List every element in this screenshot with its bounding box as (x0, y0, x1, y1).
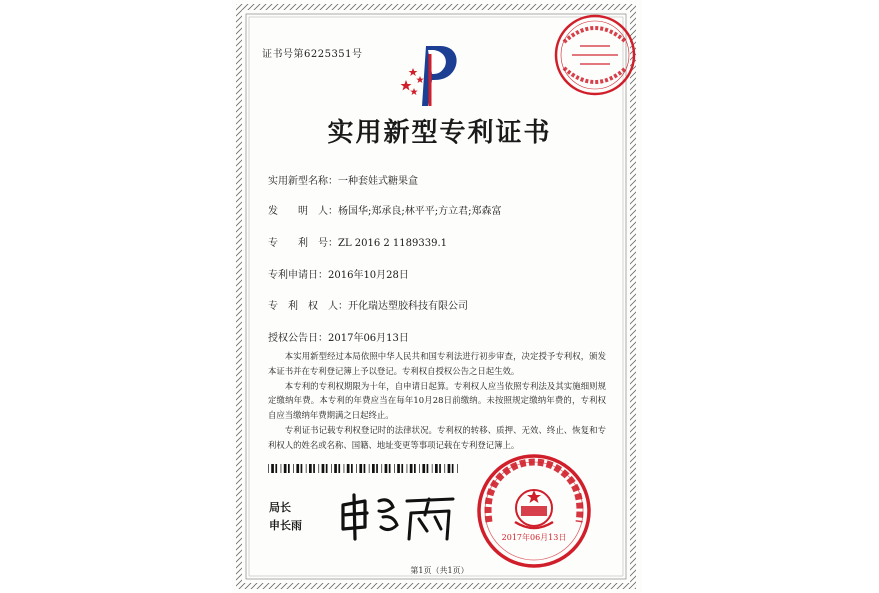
field-patentee (268, 297, 468, 312)
field-value: 2017年06月13日 (328, 333, 409, 344)
national-ip-office-seal-icon (475, 452, 593, 570)
paragraph-legal-status: 专利证书记载专利权登记时的法律状况。专利权的转移、质押、无效、终止、恢复和专利权人的姓名或名称、国籍、地址变更等事项记载在专利登记簿上。 (268, 424, 606, 450)
seal-date: 2017年06月13日 (501, 533, 567, 542)
field-value: ZL 2016 2 1189339.1 (338, 238, 448, 249)
field-label: 授权公告日： (268, 333, 328, 344)
certificate-body (268, 349, 606, 453)
page-indicator: 第1页（共1页） (410, 566, 469, 575)
patent-office-logo-icon (398, 40, 464, 112)
field-label: 专利申请日： (268, 270, 328, 281)
field-grant-date (268, 329, 409, 344)
barcode-icon (268, 464, 458, 473)
director-title: 局长 (269, 501, 291, 514)
paragraph-grant: 本实用新型经过本局依照中华人民共和国专利法进行初步审查，决定授予专利权，颁发本证书并在专利登记簿上予以登记。专利权自授权公告之日起生效。 (268, 351, 606, 376)
director-signature-icon (335, 487, 460, 547)
field-label: 专 利 号： (268, 238, 338, 249)
field-utility-model-name (268, 172, 418, 187)
field-value: 杨国华;郑承良;林平平;方立君;郑森富 (338, 206, 502, 217)
field-label: 实用新型名称： (268, 176, 338, 187)
certificate-number: 证书号第6225351号 (262, 49, 363, 60)
field-patent-number (268, 234, 447, 249)
field-inventors (268, 202, 501, 217)
field-value: 开化瑞达塑胶科技有限公司 (348, 301, 468, 312)
field-label: 专 利 权 人： (268, 301, 348, 312)
field-value: 一种套娃式糖果盒 (338, 176, 418, 187)
field-value: 2016年10月28日 (328, 270, 409, 281)
certificate-title: 实用新型专利证书 (327, 118, 552, 148)
paragraph-term: 本专利的专利权期限为十年，自申请日起算。专利权人应当依照专利法及其实施细则规定缴纳年费。本专利的年费应当在每年10月28日前缴纳。未按照规定缴纳年费的，专利权自应当缴纳年费期满之日起终止。 (268, 380, 606, 421)
agency-stamp-icon (552, 12, 638, 98)
director-name: 申长雨 (269, 519, 302, 532)
field-application-date (268, 266, 409, 281)
field-label: 发 明 人： (268, 206, 338, 217)
